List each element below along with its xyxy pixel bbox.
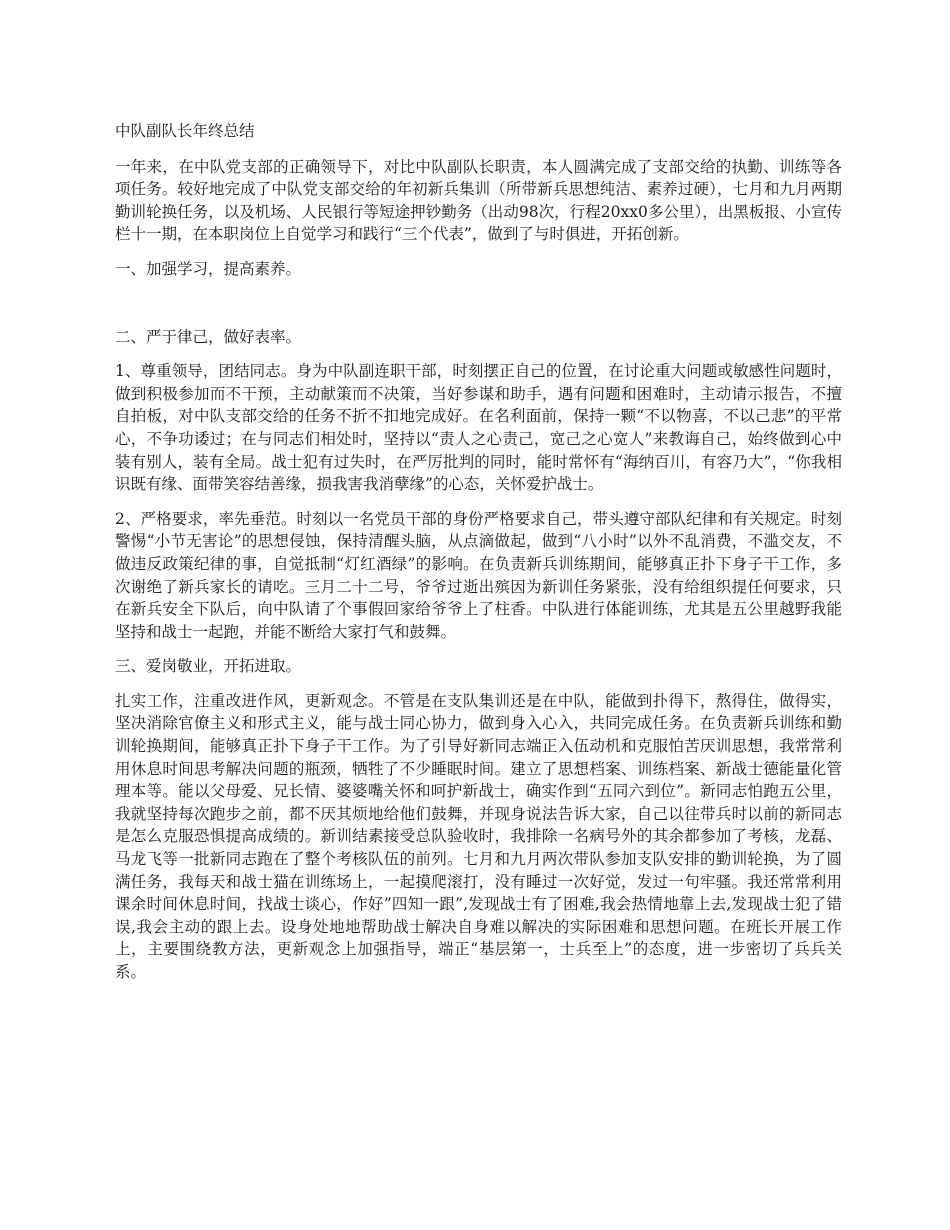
paragraph-solid-work: 扎实工作，注重改进作风，更新观念。不管是在支队集训还是在中队，能做到扑得下，熬得住，做得实，坚决消除官僚主义和形式主义，能与战士同心协力，做到身入心入，共同完成任务。在负责新兵训练和勤训轮换期间，能够真正扑下身子干工作。为了引导好新同志端正入伍动机和克服怕苦厌训思想，我常常利用休息时间思考解决问题的瓶颈，牺牲了不少睡眠时间。建立了思想档案、训练档案、新战士德能量化管理本等。能以父母爱、兄长情、婆婆嘴关怀和呵护新战士，确实作到“五同六到位”。新同志怕跑五公里，我就坚持每次跑步之前，都不厌其烦地给他们鼓舞，并现身说法告诉大家，自己以往带兵时以前的新同志是怎么克服恐惧提高成绩的。新训结素接受总队验收时，我排除一名病号外的其余都参加了考核，龙磊、马龙飞等一批新同志跑在了整个考核队伍的前列。七月和九月两次带队参加支队安排的勤训轮换，为了圆满任务，我每天和战士猫在训练场上，一起摸爬滚打，没有睡过一次好觉，发过一句牢骚。我还常常利用课余时间休息时间，找战士谈心，作好”四知一跟”,发现战士有了困难,我会热情地靠上去,发现战士犯了错误,我会主动的跟上去。设身处地地帮助战士解决自身难以解决的实际困难和思想问题。在班长开展工作上，主要围绕教方法，更新观念上加强指导，端正“基层第一，士兵至上”的态度，进一步密切了兵兵关系。 [115, 691, 842, 981]
section-heading-discipline: 二、严于律己，做好表率。 [115, 327, 302, 346]
section-heading-dedication: 三、爱岗敬业，开拓进取。 [115, 657, 302, 676]
paragraph-strict-requirements: 2、严格要求，率先垂范。时刻以一名党员干部的身份严格要求自己，带头遵守部队纪律和有关规定。时刻警惕“小节无害论”的思想侵蚀，保持清醒头脑，从点滴做起，做到“八小时”以外不乱消费，不滥交友，不做违反政策纪律的事，自觉抵制“灯红酒绿”的影响。在负责新兵训练期间，能够真正扑下身子干工作，多次谢绝了新兵家长的请吃。三月二十二号，爷爷过逝出殡因为新训任务紧张，没有给组织提任何要求，只在新兵安全下队后，向中队请了个事假回家给爷爷上了柱香。中队进行体能训练，尤其是五公里越野我能坚持和战士一起跑，并能不断给大家打气和鼓舞。 [115, 509, 842, 641]
document-title: 中队副队长年终总结 [115, 122, 255, 140]
paragraph-intro: 一年来，在中队党支部的正确领导下，对比中队副队长职责，本人圆满完成了支部交给的执勤、训练等各项任务。较好地完成了中队党支部交给的年初新兵集训（所带新兵思想纯洁、素养过硬），七月和九月两期勤训轮换任务，以及机场、人民银行等短途押钞勤务（出动98次，行程20xx0多公里），出黑板报、小宣传栏十一期，在本职岗位上自觉学习和践行“三个代表”，做到了与时俱进，开拓创新。 [115, 157, 842, 244]
document-body [115, 120, 842, 996]
paragraph-respect-leaders: 1、尊重领导，团结同志。身为中队副连职干部，时刻摆正自己的位置，在讨论重大问题或敏感性问题时，做到积极参加而不干预，主动献策而不决策，当好参谋和助手，遇有问题和困难时，主动请示报告，不擅自拍板，对中队支部交给的任务不折不扣地完成好。在名利面前，保持一颗“不以物喜，不以己悲”的平常心，不争功诿过；在与同志们相处时，坚持以“责人之心责己，宽己之心宽人”来教诲自己，始终做到心中装有别人，装有全局。战士犯有过失时，在严厉批判的同时，能时常怀有“海纳百川，有容乃大”，“你我相识既有缘、面带笑容结善缘，损我害我消孽缘”的心态，关怀爱护战士。 [115, 362, 842, 494]
section-heading-study: 一、加强学习，提高素养。 [115, 259, 302, 278]
